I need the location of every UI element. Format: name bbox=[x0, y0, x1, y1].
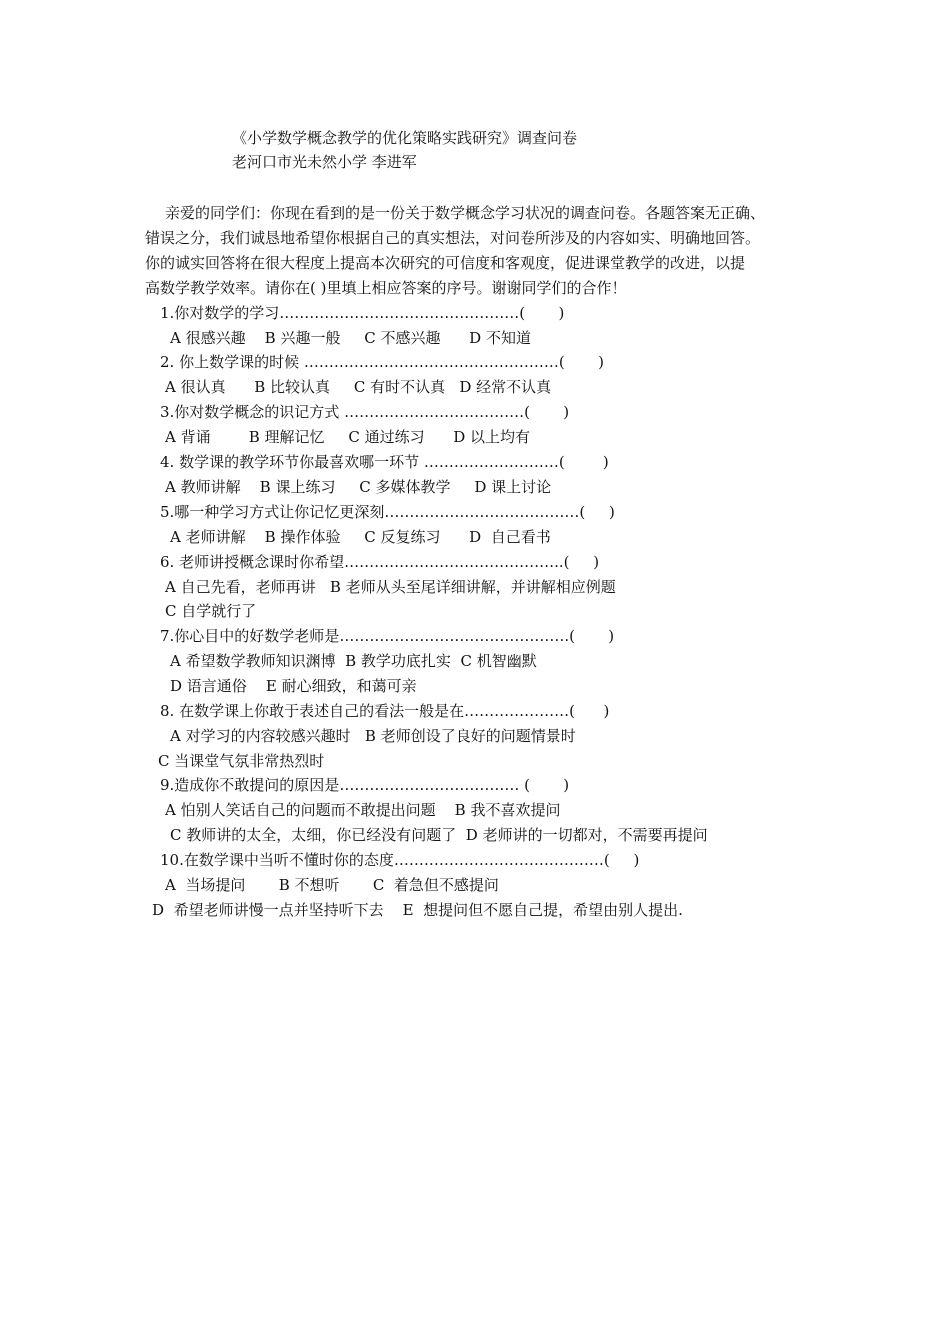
question-7-options-b: D 语言通俗 E 耐心细致，和蔼可亲 bbox=[170, 677, 417, 695]
question-6-options-b: C 自学就行了 bbox=[165, 602, 257, 620]
question-9-options-b: C 教师讲的太全，太细，你已经没有问题了 D 老师讲的一切都对，不需要再提问 bbox=[170, 826, 708, 844]
question-7-options-a: A 希望数学教师知识渊博 B 教学功底扎实 C 机智幽默 bbox=[170, 652, 537, 670]
question-1-options: A 很感兴趣 B 兴趣一般 C 不感兴趣 D 不知道 bbox=[170, 329, 531, 347]
intro-line-1: 亲爱的同学们：你现在看到的是一份关于数学概念学习状况的调查问卷。各题答案无正确、 bbox=[165, 204, 766, 222]
intro-line-2: 错误之分，我们诚恳地希望你根据自己的真实想法，对问卷所涉及的内容如实、明确地回答。 bbox=[145, 229, 761, 247]
question-1: 1.你对数学的学习…………………………………………( ) bbox=[160, 304, 565, 322]
question-3-options: A 背诵 B 理解记忆 C 通过练习 D 以上均有 bbox=[165, 428, 531, 446]
question-3: 3.你对数学概念的识记方式 ………………………………( ) bbox=[160, 403, 570, 421]
question-5-options: A 老师讲解 B 操作体验 C 反复练习 D 自己看书 bbox=[170, 528, 551, 546]
author-line: 老河口市光未然小学 李进军 bbox=[232, 153, 417, 171]
intro-line-3: 你的诚实回答将在很大程度上提高本次研究的可信度和客观度，促进课堂教学的改进，以提 bbox=[145, 254, 746, 272]
question-9: 9.造成你不敢提问的原因是……………………………… ( ) bbox=[160, 776, 570, 794]
question-2: 2. 你上数学课的时候 ……………………………………………( ) bbox=[160, 353, 604, 371]
survey-title: 《小学数学概念教学的优化策略实践研究》调查问卷 bbox=[232, 129, 578, 147]
question-9-options-a: A 怕别人笑话自己的问题而不敢提出问题 B 我不喜欢提问 bbox=[165, 801, 561, 819]
question-5: 5.哪一种学习方式让你记忆更深刻…………………………………( ) bbox=[160, 503, 615, 521]
question-10-options-a: A 当场提问 B 不想听 C 着急但不感提问 bbox=[165, 876, 499, 894]
question-10: 10.在数学课中当听不懂时你的态度……………………………………( ) bbox=[160, 851, 640, 869]
question-4: 4. 数学课的教学环节你最喜欢哪一环节 ………………………( ) bbox=[160, 453, 609, 471]
intro-line-4: 高数学教学效率。请你在( )里填上相应答案的序号。谢谢同学们的合作！ bbox=[145, 279, 627, 297]
question-4-options: A 教师讲解 B 课上练习 C 多媒体教学 D 课上讨论 bbox=[165, 478, 552, 496]
question-6-options-a: A 自己先看，老师再讲 B 老师从头至尾详细讲解，并讲解相应例题 bbox=[165, 578, 616, 596]
question-10-options-b: D 希望老师讲慢一点并坚持听下去 E 想提问但不愿自己提，希望由别人提出. bbox=[152, 901, 683, 919]
question-7: 7.你心目中的好数学老师是……………………………………….( ) bbox=[160, 627, 615, 645]
question-6: 6. 老师讲授概念课时你希望……………………………………..( ) bbox=[160, 553, 600, 571]
question-8: 8. 在数学课上你敢于表述自己的看法一般是在…………………( ) bbox=[160, 702, 610, 720]
question-2-options: A 很认真 B 比较认真 C 有时不认真 D 经常不认真 bbox=[165, 378, 552, 396]
question-8-options-b: C 当课堂气氛非常热烈时 bbox=[158, 752, 325, 770]
question-8-options-a: A 对学习的内容较感兴趣时 B 老师创设了良好的问题情景时 bbox=[170, 727, 576, 745]
